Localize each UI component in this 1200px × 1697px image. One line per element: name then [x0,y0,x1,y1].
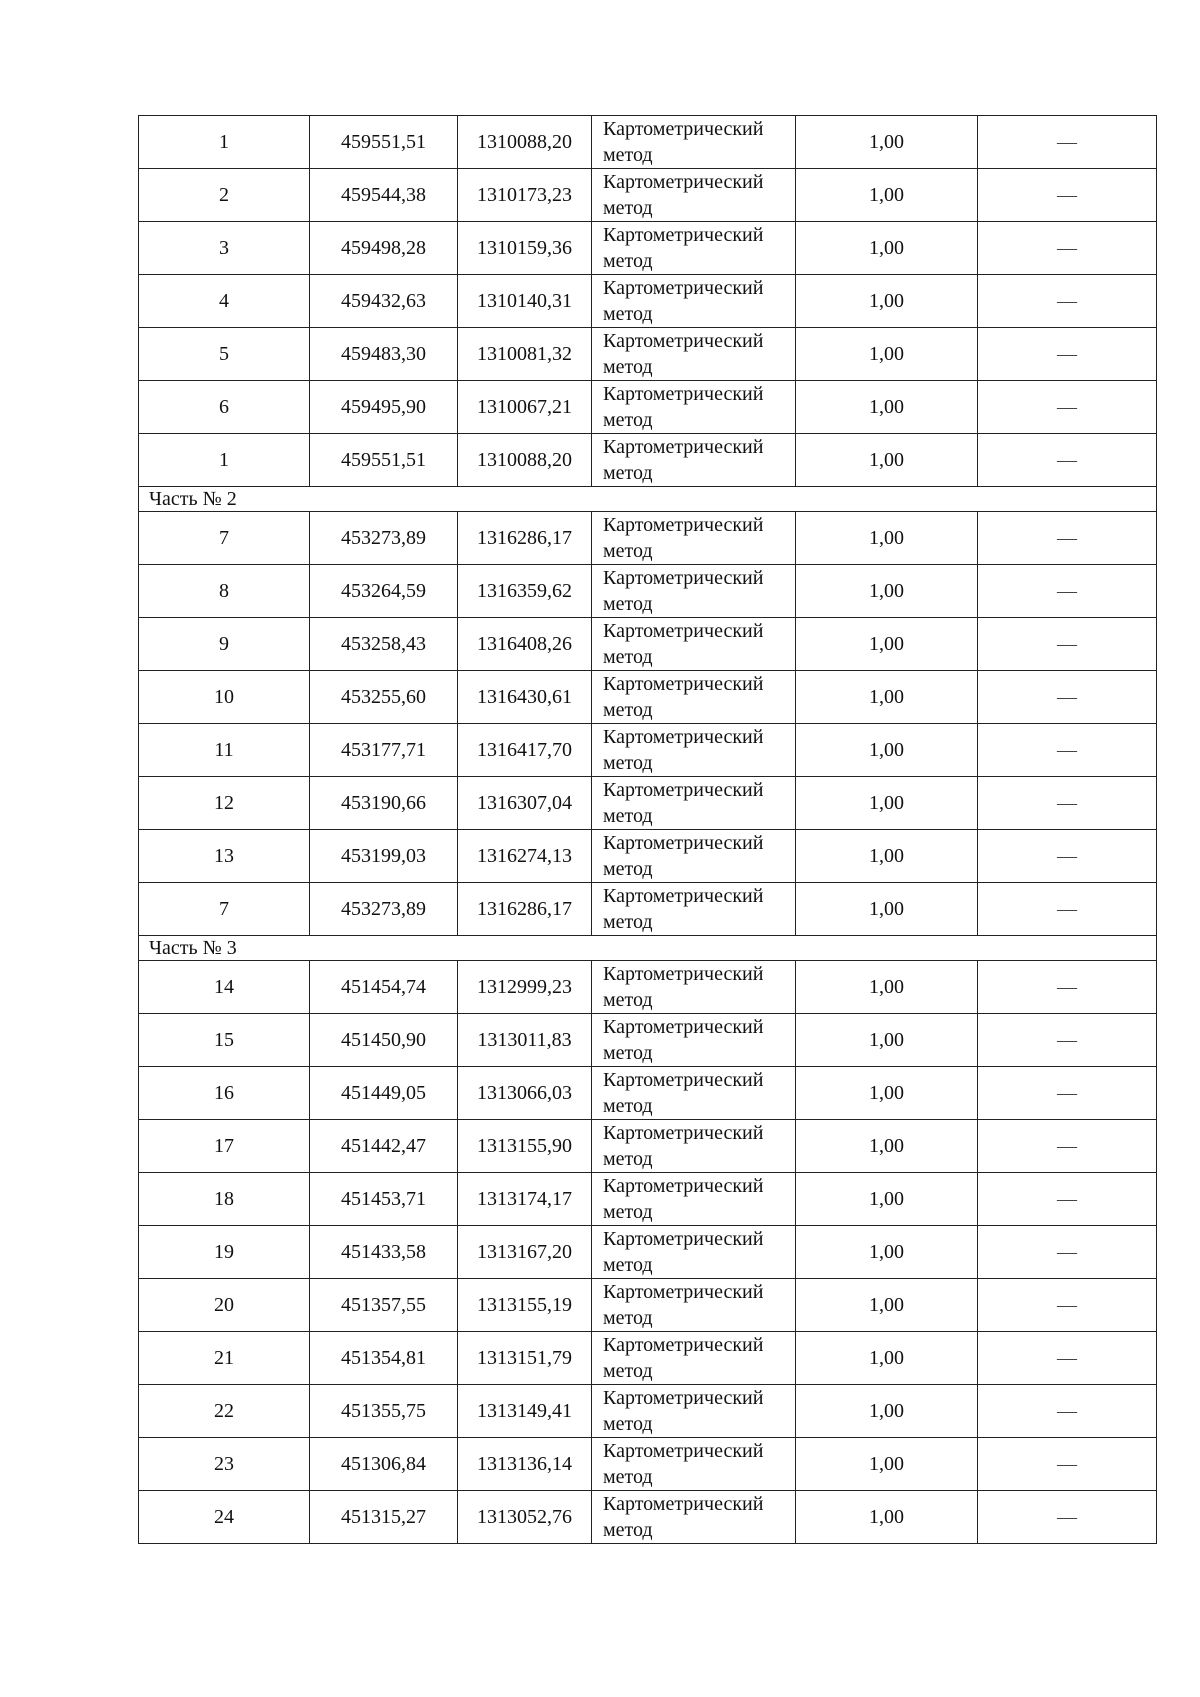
x-coordinate-cell: 459483,30 [310,328,458,381]
note-cell: — [978,222,1157,275]
x-coordinate-cell: 459544,38 [310,169,458,222]
note-cell: — [978,1226,1157,1279]
method-cell: Картометрический метод [592,1279,796,1332]
method-cell: Картометрический метод [592,512,796,565]
table-row [139,512,1157,565]
point-number-cell: 23 [139,1438,310,1491]
method-cell: Картометрический метод [592,883,796,936]
y-coordinate-cell: 1316417,70 [458,724,592,777]
part-label: Часть № 2 [139,487,1157,512]
x-coordinate-cell: 451454,74 [310,961,458,1014]
table-row [139,1385,1157,1438]
note-cell: — [978,1332,1157,1385]
point-number-cell: 13 [139,830,310,883]
table-row [139,565,1157,618]
precision-cell: 1,00 [796,381,978,434]
precision-cell: 1,00 [796,1279,978,1332]
y-coordinate-cell: 1313155,90 [458,1120,592,1173]
point-number-cell: 4 [139,275,310,328]
note-cell: — [978,1120,1157,1173]
method-cell: Картометрический метод [592,1438,796,1491]
point-number-cell: 17 [139,1120,310,1173]
precision-cell: 1,00 [796,961,978,1014]
method-cell: Картометрический метод [592,434,796,487]
y-coordinate-cell: 1313151,79 [458,1332,592,1385]
note-cell: — [978,724,1157,777]
note-cell: — [978,381,1157,434]
precision-cell: 1,00 [796,671,978,724]
table-row [139,883,1157,936]
precision-cell: 1,00 [796,1014,978,1067]
table-row [139,618,1157,671]
precision-cell: 1,00 [796,1067,978,1120]
precision-cell: 1,00 [796,328,978,381]
y-coordinate-cell: 1313136,14 [458,1438,592,1491]
x-coordinate-cell: 459498,28 [310,222,458,275]
method-cell: Картометрический метод [592,1385,796,1438]
x-coordinate-cell: 451442,47 [310,1120,458,1173]
y-coordinate-cell: 1316408,26 [458,618,592,671]
note-cell: — [978,1173,1157,1226]
x-coordinate-cell: 453264,59 [310,565,458,618]
point-number-cell: 14 [139,961,310,1014]
y-coordinate-cell: 1316274,13 [458,830,592,883]
precision-cell: 1,00 [796,883,978,936]
table-row [139,116,1157,169]
precision-cell: 1,00 [796,222,978,275]
point-number-cell: 8 [139,565,310,618]
note-cell: — [978,1014,1157,1067]
point-number-cell: 2 [139,169,310,222]
y-coordinate-cell: 1316307,04 [458,777,592,830]
x-coordinate-cell: 453273,89 [310,883,458,936]
precision-cell: 1,00 [796,275,978,328]
precision-cell: 1,00 [796,565,978,618]
y-coordinate-cell: 1310081,32 [458,328,592,381]
table-row [139,1438,1157,1491]
x-coordinate-cell: 453258,43 [310,618,458,671]
x-coordinate-cell: 451433,58 [310,1226,458,1279]
method-cell: Картометрический метод [592,724,796,777]
point-number-cell: 9 [139,618,310,671]
point-number-cell: 16 [139,1067,310,1120]
note-cell: — [978,512,1157,565]
y-coordinate-cell: 1310067,21 [458,381,592,434]
point-number-cell: 10 [139,671,310,724]
precision-cell: 1,00 [796,434,978,487]
x-coordinate-cell: 451450,90 [310,1014,458,1067]
precision-cell: 1,00 [796,777,978,830]
method-cell: Картометрический метод [592,222,796,275]
point-number-cell: 11 [139,724,310,777]
table-row [139,830,1157,883]
y-coordinate-cell: 1313155,19 [458,1279,592,1332]
precision-cell: 1,00 [796,1438,978,1491]
point-number-cell: 5 [139,328,310,381]
y-coordinate-cell: 1316430,61 [458,671,592,724]
method-cell: Картометрический метод [592,328,796,381]
x-coordinate-cell: 453177,71 [310,724,458,777]
method-cell: Картометрический метод [592,671,796,724]
y-coordinate-cell: 1310088,20 [458,116,592,169]
table-row [139,961,1157,1014]
note-cell: — [978,618,1157,671]
point-number-cell: 3 [139,222,310,275]
method-cell: Картометрический метод [592,565,796,618]
note-cell: — [978,1279,1157,1332]
y-coordinate-cell: 1313174,17 [458,1173,592,1226]
method-cell: Картометрический метод [592,1173,796,1226]
method-cell: Картометрический метод [592,961,796,1014]
point-number-cell: 21 [139,1332,310,1385]
note-cell: — [978,328,1157,381]
note-cell: — [978,1385,1157,1438]
precision-cell: 1,00 [796,618,978,671]
y-coordinate-cell: 1313066,03 [458,1067,592,1120]
method-cell: Картометрический метод [592,618,796,671]
precision-cell: 1,00 [796,1120,978,1173]
y-coordinate-cell: 1312999,23 [458,961,592,1014]
precision-cell: 1,00 [796,169,978,222]
table-row [139,381,1157,434]
point-number-cell: 19 [139,1226,310,1279]
point-number-cell: 18 [139,1173,310,1226]
table-row [139,1491,1157,1544]
method-cell: Картометрический метод [592,1491,796,1544]
x-coordinate-cell: 453273,89 [310,512,458,565]
table-row [139,1067,1157,1120]
note-cell: — [978,830,1157,883]
table-row [139,1120,1157,1173]
note-cell: — [978,777,1157,830]
y-coordinate-cell: 1313052,76 [458,1491,592,1544]
precision-cell: 1,00 [796,512,978,565]
coordinates-table [138,115,1157,1544]
table-row [139,434,1157,487]
y-coordinate-cell: 1313149,41 [458,1385,592,1438]
point-number-cell: 15 [139,1014,310,1067]
x-coordinate-cell: 453190,66 [310,777,458,830]
x-coordinate-cell: 459495,90 [310,381,458,434]
method-cell: Картометрический метод [592,1226,796,1279]
point-number-cell: 20 [139,1279,310,1332]
method-cell: Картометрический метод [592,1014,796,1067]
y-coordinate-cell: 1316359,62 [458,565,592,618]
note-cell: — [978,883,1157,936]
point-number-cell: 22 [139,1385,310,1438]
point-number-cell: 1 [139,116,310,169]
y-coordinate-cell: 1316286,17 [458,883,592,936]
x-coordinate-cell: 459551,51 [310,116,458,169]
y-coordinate-cell: 1310140,31 [458,275,592,328]
table-row [139,1226,1157,1279]
x-coordinate-cell: 451315,27 [310,1491,458,1544]
table-row [139,1332,1157,1385]
x-coordinate-cell: 451355,75 [310,1385,458,1438]
y-coordinate-cell: 1316286,17 [458,512,592,565]
precision-cell: 1,00 [796,1332,978,1385]
x-coordinate-cell: 451449,05 [310,1067,458,1120]
table-row [139,328,1157,381]
point-number-cell: 1 [139,434,310,487]
method-cell: Картометрический метод [592,381,796,434]
y-coordinate-cell: 1313011,83 [458,1014,592,1067]
table-row [139,724,1157,777]
part-header-row [139,936,1157,961]
table-row [139,1014,1157,1067]
note-cell: — [978,116,1157,169]
point-number-cell: 6 [139,381,310,434]
method-cell: Картометрический метод [592,1332,796,1385]
precision-cell: 1,00 [796,830,978,883]
point-number-cell: 12 [139,777,310,830]
precision-cell: 1,00 [796,724,978,777]
point-number-cell: 24 [139,1491,310,1544]
note-cell: — [978,434,1157,487]
point-number-cell: 7 [139,512,310,565]
note-cell: — [978,275,1157,328]
note-cell: — [978,961,1157,1014]
precision-cell: 1,00 [796,116,978,169]
y-coordinate-cell: 1313167,20 [458,1226,592,1279]
table-row [139,275,1157,328]
point-number-cell: 7 [139,883,310,936]
x-coordinate-cell: 451357,55 [310,1279,458,1332]
method-cell: Картометрический метод [592,777,796,830]
method-cell: Картометрический метод [592,830,796,883]
method-cell: Картометрический метод [592,275,796,328]
x-coordinate-cell: 459432,63 [310,275,458,328]
x-coordinate-cell: 451306,84 [310,1438,458,1491]
x-coordinate-cell: 451354,81 [310,1332,458,1385]
table-row [139,169,1157,222]
precision-cell: 1,00 [796,1491,978,1544]
note-cell: — [978,1491,1157,1544]
table-row [139,222,1157,275]
note-cell: — [978,671,1157,724]
y-coordinate-cell: 1310088,20 [458,434,592,487]
y-coordinate-cell: 1310173,23 [458,169,592,222]
method-cell: Картометрический метод [592,1120,796,1173]
method-cell: Картометрический метод [592,116,796,169]
part-header-row [139,487,1157,512]
x-coordinate-cell: 453255,60 [310,671,458,724]
precision-cell: 1,00 [796,1385,978,1438]
note-cell: — [978,1067,1157,1120]
y-coordinate-cell: 1310159,36 [458,222,592,275]
x-coordinate-cell: 453199,03 [310,830,458,883]
precision-cell: 1,00 [796,1226,978,1279]
x-coordinate-cell: 459551,51 [310,434,458,487]
note-cell: — [978,1438,1157,1491]
table-row [139,1173,1157,1226]
table-row [139,777,1157,830]
method-cell: Картометрический метод [592,1067,796,1120]
precision-cell: 1,00 [796,1173,978,1226]
x-coordinate-cell: 451453,71 [310,1173,458,1226]
note-cell: — [978,169,1157,222]
part-label: Часть № 3 [139,936,1157,961]
method-cell: Картометрический метод [592,169,796,222]
note-cell: — [978,565,1157,618]
table-row [139,1279,1157,1332]
table-body [139,116,1157,1544]
table-row [139,671,1157,724]
